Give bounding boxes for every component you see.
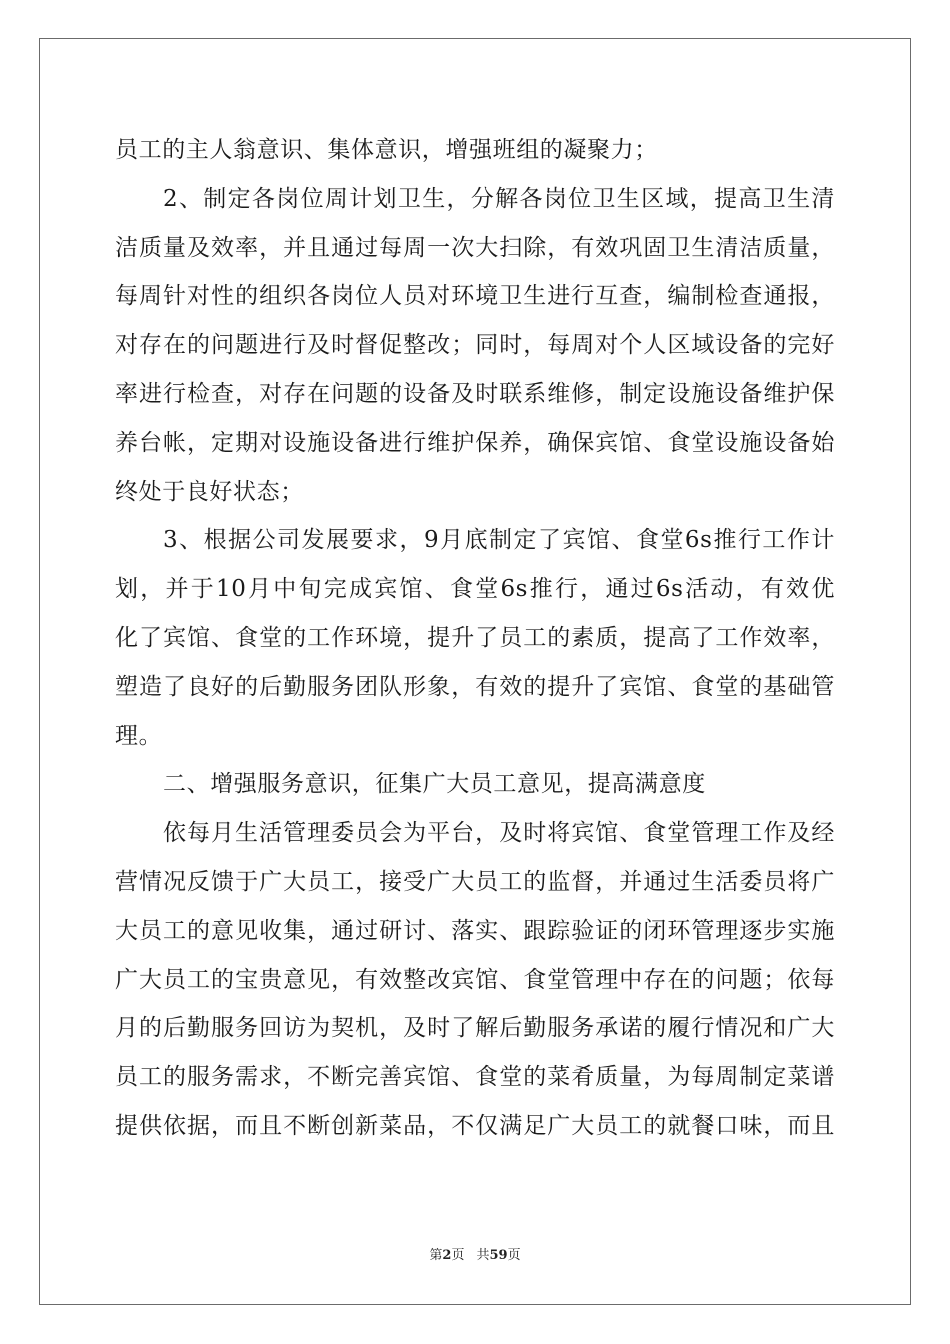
page-number: 2 xyxy=(442,1248,452,1263)
text-line: 月的后勤服务回访为契机，及时了解后勤服务承诺的履行情况和广大 xyxy=(115,1015,835,1042)
text-line: 依每月生活管理委员会为平台，及时将宾馆、食堂管理工作及经 xyxy=(163,820,835,847)
total-pages: 59 xyxy=(489,1248,508,1263)
text-line: 每周针对性的组织各岗位人员对环境卫生进行互查，编制检查通报， xyxy=(115,283,835,310)
text-line: 理。 xyxy=(115,722,163,749)
page-footer xyxy=(0,1244,950,1263)
text-line: 划，并于10月中旬完成宾馆、食堂6s推行，通过6s活动，有效优 xyxy=(115,576,835,603)
text-line: 广大员工的宝贵意见，有效整改宾馆、食堂管理中存在的问题；依每 xyxy=(115,966,835,993)
total-prefix: 共 xyxy=(476,1248,490,1263)
page-suffix: 页 xyxy=(451,1248,465,1263)
text-line: 洁质量及效率，并且通过每周一次大扫除，有效巩固卫生清洁质量， xyxy=(115,234,835,261)
text-line: 营情况反馈于广大员工，接受广大员工的监督，并通过生活委员将广 xyxy=(115,868,835,895)
text-line: 终处于良好状态； xyxy=(115,478,304,505)
document-body xyxy=(115,126,835,1151)
text-line: 员工的主人翁意识、集体意识，增强班组的凝聚力； xyxy=(115,137,658,163)
text-line: 提供依据，而且不断创新菜品，不仅满足广大员工的就餐口味，而且 xyxy=(115,1112,835,1139)
page-prefix: 第 xyxy=(429,1248,443,1263)
text-line: 员工的服务需求，不断完善宾馆、食堂的菜肴质量，为每周制定菜谱 xyxy=(115,1064,835,1091)
text-line: 大员工的意见收集，通过研讨、落实、跟踪验证的闭环管理逐步实施 xyxy=(115,917,835,944)
text-line: 化了宾馆、食堂的工作环境，提升了员工的素质，提高了工作效率， xyxy=(115,624,835,651)
text-line: 对存在的问题进行及时督促整改；同时，每周对个人区域设备的完好 xyxy=(115,332,835,359)
text-line: 二、增强服务意识，征集广大员工意见，提高满意度 xyxy=(163,771,706,798)
text-line: 率进行检查，对存在问题的设备及时联系维修，制定设施设备维护保 xyxy=(115,380,835,407)
text-line: 2、制定各岗位周计划卫生，分解各岗位卫生区域，提高卫生清 xyxy=(163,185,835,212)
text-line: 3、根据公司发展要求，9月底制定了宾馆、食堂6s推行工作计 xyxy=(163,527,835,554)
text-line: 塑造了良好的后勤服务团队形象，有效的提升了宾馆、食堂的基础管 xyxy=(115,673,835,700)
text-line: 养台帐，定期对设施设备进行维护保养，确保宾馆、食堂设施设备始 xyxy=(115,429,835,456)
total-suffix: 页 xyxy=(507,1248,521,1263)
